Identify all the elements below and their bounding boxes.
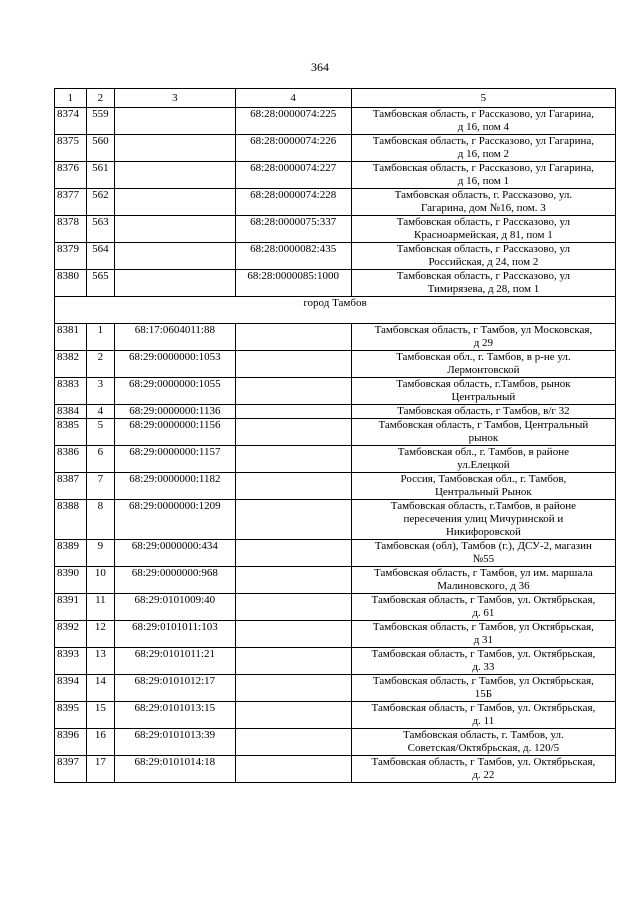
row-number: 8378 [55, 216, 87, 243]
table-row [55, 324, 616, 351]
address-line: Тамбовская область, г. Рассказово, ул. [394, 189, 573, 201]
row-index: 7 [86, 473, 115, 500]
row-number: 8390 [55, 567, 87, 594]
column-header: 4 [235, 89, 351, 108]
column-header: 1 [55, 89, 87, 108]
row-index: 11 [86, 594, 115, 621]
table-row [55, 162, 616, 189]
table-row [55, 594, 616, 621]
address-line: Россия, Тамбовская обл., г. Тамбов, [400, 473, 567, 485]
row-index: 12 [86, 621, 115, 648]
address-cell [351, 621, 615, 648]
cadastral-number: 68:29:0000000:1136 [115, 405, 235, 419]
address-cell [351, 648, 615, 675]
address-cell [351, 405, 615, 419]
address-line: Тамбовская область, г Тамбов, ул Московская, [374, 324, 593, 336]
table-row [55, 351, 616, 378]
table-row [55, 243, 616, 270]
address-line: Красноармейская, д 81, пом 1 [414, 229, 553, 241]
page-number: 364 [311, 60, 329, 74]
cadastral-number [115, 270, 235, 297]
address-line: Советская/Октябрьская, д. 120/5 [407, 742, 560, 754]
row-index: 6 [86, 446, 115, 473]
row-index: 3 [86, 378, 115, 405]
cadastral-number [115, 189, 235, 216]
row-number: 8384 [55, 405, 87, 419]
table-row [55, 540, 616, 567]
row-number: 8382 [55, 351, 87, 378]
address-line: д. 61 [472, 607, 495, 619]
cadastral-number [115, 135, 235, 162]
address-line: Тамбовская область, г Рассказово, ул [396, 216, 570, 228]
cadastral-number-room: 68:28:0000074:227 [235, 162, 351, 189]
row-number: 8397 [55, 756, 87, 783]
address-line: Центральный [451, 391, 516, 403]
address-line: д 31 [473, 634, 494, 646]
address-cell [351, 324, 615, 351]
header-row [55, 89, 616, 108]
row-number: 8376 [55, 162, 87, 189]
address-line: Тамбовская область, г Тамбов, ул Октябрьская, [372, 621, 594, 633]
row-index: 4 [86, 405, 115, 419]
cadastral-number: 68:29:0101009:40 [115, 594, 235, 621]
table-row [55, 500, 616, 540]
row-index: 5 [86, 419, 115, 446]
address-line: Тамбовская область, г Рассказово, ул Гагарина, [372, 162, 594, 174]
cadastral-number: 68:29:0101013:15 [115, 702, 235, 729]
row-index: 564 [86, 243, 115, 270]
row-index: 565 [86, 270, 115, 297]
cadastral-number-room: 68:28:0000074:228 [235, 189, 351, 216]
cadastral-number: 68:29:0101013:39 [115, 729, 235, 756]
cadastral-number: 68:29:0101011:21 [115, 648, 235, 675]
address-cell [351, 500, 615, 540]
table-row [55, 702, 616, 729]
row-number: 8391 [55, 594, 87, 621]
cadastral-number-room [235, 756, 351, 783]
cadastral-number: 68:29:0000000:1209 [115, 500, 235, 540]
row-number: 8393 [55, 648, 87, 675]
column-header: 3 [115, 89, 235, 108]
row-index: 560 [86, 135, 115, 162]
address-line: Тамбовская область, г Тамбов, Центральный [378, 419, 589, 431]
row-index: 17 [86, 756, 115, 783]
table-row [55, 729, 616, 756]
address-line: Тамбовская область, г.Тамбов, в районе [390, 500, 577, 512]
cadastral-number: 68:29:0000000:1182 [115, 473, 235, 500]
cadastral-number [115, 162, 235, 189]
address-cell [351, 108, 615, 135]
column-header: 5 [351, 89, 615, 108]
address-cell [351, 162, 615, 189]
table-row [55, 378, 616, 405]
address-line: Тамбовская область, г Рассказово, ул [396, 243, 570, 255]
cadastral-number: 68:29:0000000:1157 [115, 446, 235, 473]
cadastral-number: 68:29:0000000:1053 [115, 351, 235, 378]
cadastral-number-room [235, 378, 351, 405]
address-cell [351, 270, 615, 297]
row-number: 8379 [55, 243, 87, 270]
property-table [54, 88, 616, 783]
table-row [55, 405, 616, 419]
address-line: Тамбовская область, г Рассказово, ул [396, 270, 570, 282]
cadastral-number-room [235, 729, 351, 756]
address-cell [351, 243, 615, 270]
table-row [55, 648, 616, 675]
row-number: 8388 [55, 500, 87, 540]
cadastral-number: 68:29:0101014:18 [115, 756, 235, 783]
address-cell [351, 567, 615, 594]
table-row [55, 135, 616, 162]
address-line: Никифоровской [445, 526, 521, 538]
row-number: 8387 [55, 473, 87, 500]
cadastral-number-room [235, 405, 351, 419]
address-line: Тамбовская область, г Тамбов, ул Октябрьская, [372, 675, 594, 687]
address-line: д. 11 [472, 715, 495, 727]
address-line: Тамбовская область, г. Тамбов, ул. [403, 729, 564, 741]
column-header: 2 [86, 89, 115, 108]
row-number: 8394 [55, 675, 87, 702]
row-index: 15 [86, 702, 115, 729]
address-cell [351, 351, 615, 378]
table-row [55, 756, 616, 783]
address-cell [351, 729, 615, 756]
address-line: рынок [468, 432, 499, 444]
address-line: №55 [472, 553, 495, 565]
address-line: Тамбовская область, г Тамбов, ул им. маршала [374, 567, 593, 579]
address-line: Российская, д 24, пом 2 [428, 256, 539, 268]
table-row [55, 567, 616, 594]
cadastral-number-room [235, 351, 351, 378]
address-line: д 16, пом 2 [457, 148, 510, 160]
cadastral-number: 68:29:0000000:1156 [115, 419, 235, 446]
address-cell [351, 540, 615, 567]
table-row [55, 675, 616, 702]
row-number: 8383 [55, 378, 87, 405]
address-line: Тамбовская область, г Тамбов, ул. Октябрьская, [371, 756, 596, 768]
table-row [55, 473, 616, 500]
address-line: д. 22 [472, 769, 495, 781]
section-row [55, 297, 616, 324]
cadastral-number-room: 68:28:0000074:225 [235, 108, 351, 135]
row-number: 8389 [55, 540, 87, 567]
row-index: 14 [86, 675, 115, 702]
cadastral-number: 68:29:0101011:103 [115, 621, 235, 648]
address-cell [351, 756, 615, 783]
cadastral-number [115, 216, 235, 243]
row-index: 9 [86, 540, 115, 567]
row-index: 562 [86, 189, 115, 216]
address-cell [351, 594, 615, 621]
row-number: 8377 [55, 189, 87, 216]
table-row [55, 270, 616, 297]
row-number: 8374 [55, 108, 87, 135]
section-title: город Тамбов [55, 297, 616, 324]
address-line: Лермонтовской [447, 364, 520, 376]
address-cell [351, 135, 615, 162]
address-cell [351, 378, 615, 405]
cadastral-number-room [235, 675, 351, 702]
cadastral-number-room: 68:28:0000085:1000 [235, 270, 351, 297]
row-number: 8381 [55, 324, 87, 351]
cadastral-number-room: 68:28:0000074:226 [235, 135, 351, 162]
address-line: Тамбовская область, г Рассказово, ул Гагарина, [372, 135, 594, 147]
address-cell [351, 216, 615, 243]
address-cell [351, 419, 615, 446]
address-line: Тамбовская область, г Рассказово, ул Гагарина, [372, 108, 594, 120]
row-index: 10 [86, 567, 115, 594]
cadastral-number: 68:17:0604011:88 [115, 324, 235, 351]
cadastral-number: 68:29:0000000:1055 [115, 378, 235, 405]
cadastral-number: 68:29:0000000:434 [115, 540, 235, 567]
address-line: Тамбовская обл., г. Тамбов, в р-не ул. [396, 351, 571, 363]
row-number: 8392 [55, 621, 87, 648]
row-index: 16 [86, 729, 115, 756]
table-row [55, 621, 616, 648]
address-line: ул.Елецкой [457, 459, 510, 471]
cadastral-number-room: 68:28:0000082:435 [235, 243, 351, 270]
address-line: Тамбовская область, г Тамбов, в/г 32 [397, 405, 570, 417]
cadastral-number-room [235, 648, 351, 675]
cadastral-number: 68:29:0101012:17 [115, 675, 235, 702]
row-index: 563 [86, 216, 115, 243]
address-line: Тамбовская обл., г. Тамбов, в районе [397, 446, 569, 458]
row-number: 8375 [55, 135, 87, 162]
cadastral-number [115, 108, 235, 135]
cadastral-number [115, 243, 235, 270]
address-line: 15Б [474, 688, 493, 700]
table-row [55, 189, 616, 216]
row-index: 13 [86, 648, 115, 675]
address-cell [351, 189, 615, 216]
row-number: 8385 [55, 419, 87, 446]
row-number: 8396 [55, 729, 87, 756]
row-index: 1 [86, 324, 115, 351]
row-number: 8386 [55, 446, 87, 473]
address-cell [351, 702, 615, 729]
cadastral-number-room [235, 702, 351, 729]
table-row [55, 108, 616, 135]
address-line: д 29 [473, 337, 494, 349]
cadastral-number-room [235, 324, 351, 351]
cadastral-number-room [235, 594, 351, 621]
address-line: Центральный Рынок [434, 486, 532, 498]
row-index: 2 [86, 351, 115, 378]
table-row [55, 446, 616, 473]
address-line: Тамбовская (обл), Тамбов (г.), ДСУ-2, магазин [374, 540, 592, 552]
row-number: 8395 [55, 702, 87, 729]
row-index: 8 [86, 500, 115, 540]
address-line: д 16, пом 1 [457, 175, 510, 187]
address-cell [351, 473, 615, 500]
address-line: д 16, пом 4 [457, 121, 510, 133]
table-row [55, 216, 616, 243]
address-line: Тамбовская область, г.Тамбов, рынок [396, 378, 571, 390]
row-index: 561 [86, 162, 115, 189]
address-line: Тимирязева, д 28, пом 1 [427, 283, 540, 295]
address-line: пересечения улиц Мичуринской и [403, 513, 564, 525]
address-cell [351, 446, 615, 473]
cadastral-number-room: 68:28:0000075:337 [235, 216, 351, 243]
cadastral-number-room [235, 473, 351, 500]
address-line: Тамбовская область, г Тамбов, ул. Октябрьская, [371, 594, 596, 606]
cadastral-number-room [235, 540, 351, 567]
address-line: Гагарина, дом №16, пом. 3 [421, 202, 546, 214]
address-line: д. 33 [472, 661, 495, 673]
address-line: Малиновского, д 36 [437, 580, 530, 592]
row-number: 8380 [55, 270, 87, 297]
row-index: 559 [86, 108, 115, 135]
address-line: Тамбовская область, г Тамбов, ул. Октябрьская, [371, 648, 596, 660]
table-row [55, 419, 616, 446]
cadastral-number-room [235, 500, 351, 540]
cadastral-number-room [235, 419, 351, 446]
address-cell [351, 675, 615, 702]
cadastral-number: 68:29:0000000:968 [115, 567, 235, 594]
cadastral-number-room [235, 621, 351, 648]
cadastral-number-room [235, 567, 351, 594]
address-line: Тамбовская область, г Тамбов, ул. Октябрьская, [371, 702, 596, 714]
cadastral-number-room [235, 446, 351, 473]
